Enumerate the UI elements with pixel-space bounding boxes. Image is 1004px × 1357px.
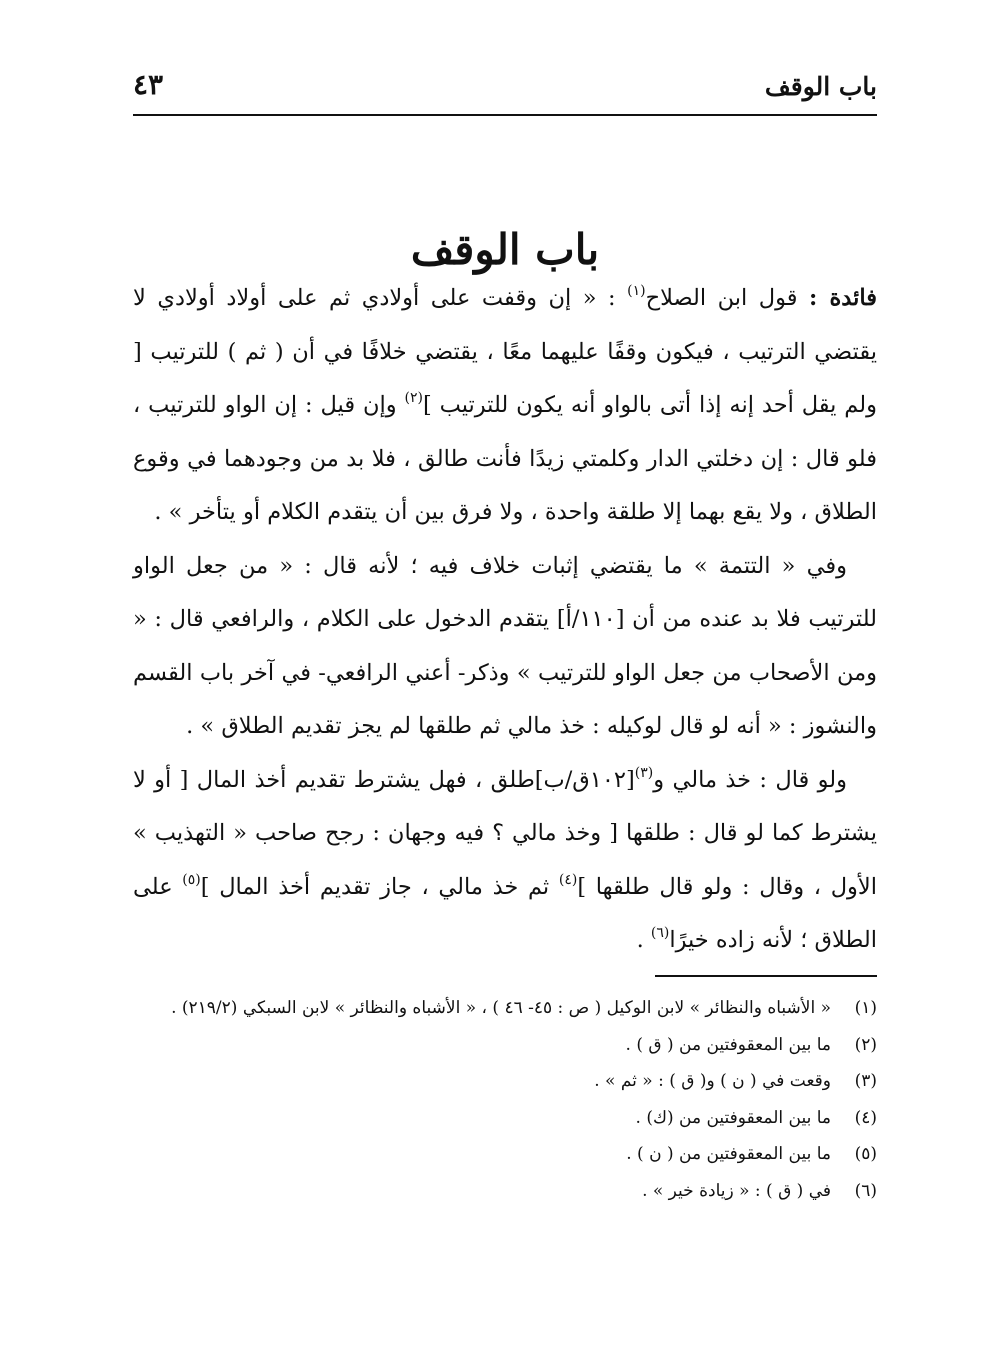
footnote-number: (١) [854,998,877,1018]
footnote-text: ما بين المعقوفتين من ( ن ) . [626,1144,831,1164]
footnotes-list [133,990,877,1209]
body-text [133,272,877,968]
footnote-separator [655,975,877,977]
paragraph-text: على الطلاق ؛ لأنه زاده خيرًا [133,873,877,953]
footnote-reference[interactable]: (٢) [404,390,423,406]
running-header-chapter-title: باب الوقف [764,72,877,101]
body-paragraph [133,272,877,540]
footnote-text: « الأشباه والنظائر » لابن الوكيل ( ص : ٤٥- ٤٦ ) ، « الأشباه والنظائر » لابن السبكي (٢١٩/٢) . [171,998,831,1018]
footnote-reference[interactable]: (٣) [634,764,654,781]
footnote-reference[interactable]: (٦) [650,925,670,941]
footnote-number: (٣) [854,1071,877,1091]
footnote-item [133,1173,877,1210]
footnote-text: ما بين المعقوفتين من (ك) . [635,1107,831,1128]
paragraph-text: ولو قال : خذ مالي و [653,766,847,793]
paragraph-text: : « إن وقفت على أولادي ثم على أولاد أولادي لا يقتضي الترتيب ، فيكون وقفًا عليهما معًا ، يقتضي خلافًا في أن ( ثم ) للترتيب [ ولم يقل أحد إنه إذا أتى بالواو أنه يكون للترتيب ] [133,285,877,418]
paragraph-text: ثم خذ مالي ، جاز تقديم أخذ المال ] [200,873,559,900]
footnote-number: (٢) [854,1034,877,1055]
paragraph-lead-label: فائدة : [809,285,877,311]
footnote-item [133,1100,877,1137]
footnote-item [133,1063,877,1100]
footnote-text: في ( ق ) : « زيادة خير » . [642,1180,831,1201]
paragraph-text: وفي « التتمة » ما يقتضي إثبات خلاف فيه ؛ لأنه قال : « من جعل الواو للترتيب فلا بد عنده من أن [١١٠/أ] يتقدم الدخول على الكلام ، والرافعي قال : « ومن الأصحاب من جعل الواو للترتيب » وذكر- أعني الرافعي- في آخر باب القسم والنشوز : « أنه لو قال لوكيله : خذ مالي ثم طلقها لم يجز تقديم الطلاق » . [133,552,877,739]
paragraph-text: . [636,927,651,953]
footnote-text: ما بين المعقوفتين من ( ق ) . [625,1034,831,1055]
footnote-item [133,1136,877,1173]
body-paragraph [133,754,877,968]
footnote-number: (٥) [854,1144,877,1164]
running-header [133,62,877,116]
chapter-title: باب الوقف [410,225,600,275]
footnote-reference[interactable]: (٤) [558,871,578,888]
footnote-item [133,1027,877,1064]
body-paragraph [133,540,877,754]
paragraph-text: قول ابن الصلاح [645,285,810,311]
paragraph-text: وإن قيل : إن الواو للترتيب ، فلو قال : إن دخلتي الدار وكلمتي زيدًا فأنت طالق ، فلا بد من وجودهما في وقوع الطلاق ، ولا يقع بهما إلا طلقة واحدة ، ولا فرق بين أن يتقدم الكلام أو يتأخر » . [133,392,877,525]
footnote-number: (٤) [854,1107,877,1128]
footnote-item [133,990,877,1027]
footnote-reference[interactable]: (١) [627,283,646,299]
page-number: ٤٣ [133,68,164,101]
footnote-reference[interactable]: (٥) [182,871,201,888]
footnote-number: (٦) [854,1180,877,1201]
footnote-text: وقعت في ( ن ) و( ق ) : « ثم » . [594,1071,831,1091]
paragraph-text: [١٠٢ق/ب]طلق ، فهل يشترط تقديم أخذ المال [ أو لا يشترط كما لو قال : طلقها [ وخذ مالي ؟ فيه وجهان : رجح صاحب « التهذيب » الأول ، وقال : ولو قال طلقها ] [133,766,878,900]
